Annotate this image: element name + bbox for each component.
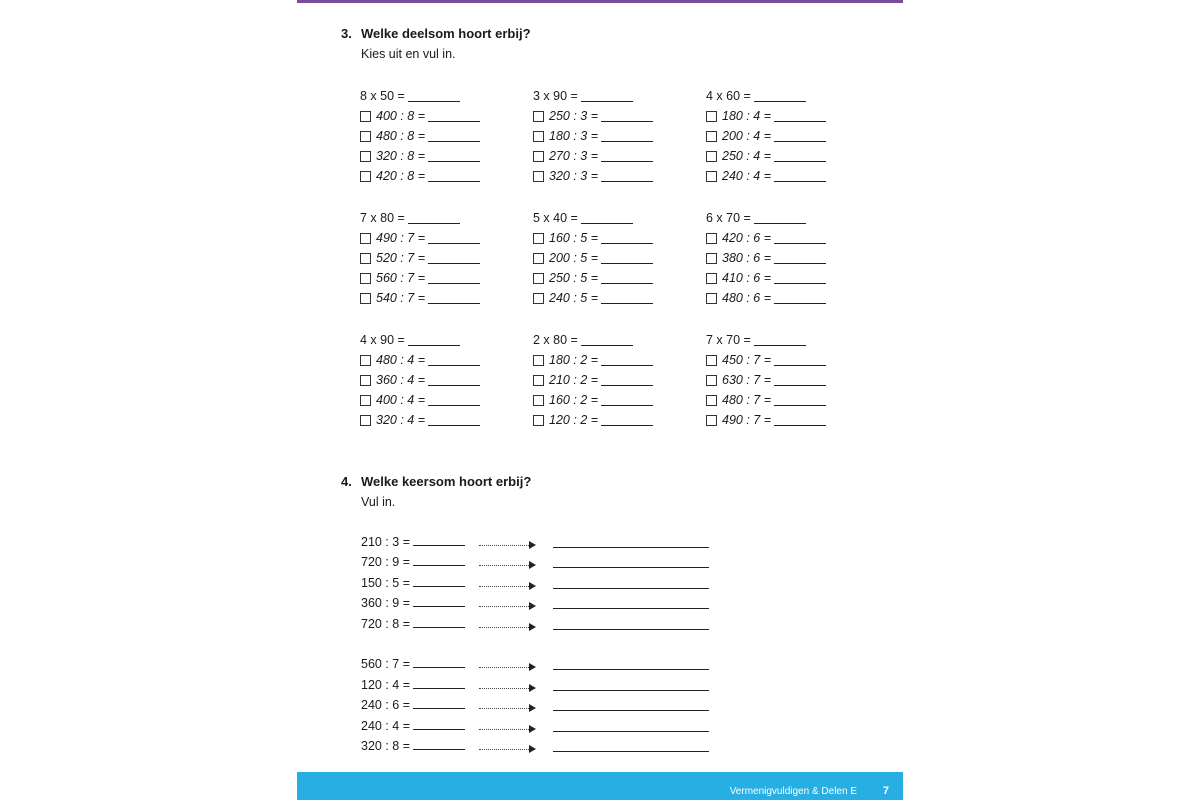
q3-option-text: 240 : 4 = [722, 169, 771, 183]
answer-blank[interactable] [601, 131, 653, 142]
option-checkbox[interactable] [706, 131, 717, 142]
q3-option [706, 228, 826, 248]
option-checkbox[interactable] [360, 171, 371, 182]
answer-blank[interactable] [408, 213, 460, 224]
option-checkbox[interactable] [706, 375, 717, 386]
q4-expression-text: 360 : 9 = [361, 596, 410, 610]
arrow-right-icon [529, 725, 536, 733]
q4-subtitle: Vul in. [361, 495, 396, 509]
q3-option [533, 390, 653, 410]
q3-option-text: 480 : 4 = [376, 353, 425, 367]
q3-option-text: 400 : 8 = [376, 109, 425, 123]
q3-question [706, 86, 826, 106]
dotted-arrow-line [479, 565, 531, 566]
q3-question [360, 330, 480, 350]
answer-blank[interactable] [774, 355, 826, 366]
answer-blank[interactable] [601, 151, 653, 162]
option-checkbox[interactable] [533, 415, 544, 426]
dotted-arrow-line [479, 627, 531, 628]
q4-row [361, 535, 721, 555]
option-checkbox[interactable] [706, 355, 717, 366]
q3-question-text: 3 x 90 = [533, 89, 578, 103]
q3-option [533, 166, 653, 186]
option-checkbox[interactable] [360, 151, 371, 162]
answer-blank[interactable] [428, 151, 480, 162]
arrow-right-icon [529, 684, 536, 692]
option-checkbox[interactable] [360, 233, 371, 244]
q4-expression [361, 739, 465, 753]
answer-blank[interactable] [601, 171, 653, 182]
q3-option-text: 160 : 5 = [549, 231, 598, 245]
option-checkbox[interactable] [360, 395, 371, 406]
answer-blank[interactable] [774, 253, 826, 264]
answer-blank[interactable] [408, 335, 460, 346]
dotted-arrow-line [479, 606, 531, 607]
q3-option [360, 126, 480, 146]
q3-option-text: 480 : 6 = [722, 291, 771, 305]
answer-blank[interactable] [774, 375, 826, 386]
q3-question [706, 208, 826, 228]
keersom-answer-line[interactable] [553, 751, 709, 752]
q3-question [706, 330, 826, 350]
q3-option-text: 250 : 5 = [549, 271, 598, 285]
top-rule [297, 0, 903, 3]
q3-option-text: 480 : 7 = [722, 393, 771, 407]
answer-blank[interactable] [581, 335, 633, 346]
answer-blank[interactable] [428, 273, 480, 284]
q4-row [361, 576, 721, 596]
answer-blank[interactable] [413, 617, 465, 628]
answer-blank[interactable] [774, 273, 826, 284]
q4-row [361, 657, 721, 677]
q3-heading [341, 26, 531, 41]
option-checkbox[interactable] [533, 375, 544, 386]
q3-option [360, 146, 480, 166]
q3-option [706, 370, 826, 390]
keersom-answer-line[interactable] [553, 690, 709, 691]
option-checkbox[interactable] [533, 395, 544, 406]
q3-question-text: 8 x 50 = [360, 89, 405, 103]
q3-problem [533, 86, 653, 186]
arrow-right-icon [529, 663, 536, 671]
answer-blank[interactable] [428, 395, 480, 406]
q3-option [533, 248, 653, 268]
q3-option-text: 320 : 3 = [549, 169, 598, 183]
q3-option-text: 520 : 7 = [376, 251, 425, 265]
answer-blank[interactable] [413, 535, 465, 546]
option-checkbox[interactable] [533, 273, 544, 284]
q3-subtitle: Kies uit en vul in. [361, 47, 456, 61]
option-checkbox[interactable] [706, 273, 717, 284]
option-checkbox[interactable] [706, 151, 717, 162]
answer-blank[interactable] [774, 395, 826, 406]
q3-option-text: 360 : 4 = [376, 373, 425, 387]
q4-row [361, 617, 721, 637]
q4-expression-text: 560 : 7 = [361, 657, 410, 671]
q3-option [533, 410, 653, 430]
q3-option-text: 120 : 2 = [549, 413, 598, 427]
answer-blank[interactable] [413, 596, 465, 607]
q3-question-text: 2 x 80 = [533, 333, 578, 347]
q4-expression-text: 720 : 8 = [361, 617, 410, 631]
q3-option-text: 320 : 4 = [376, 413, 425, 427]
dotted-arrow-line [479, 749, 531, 750]
option-checkbox[interactable] [360, 111, 371, 122]
q3-option-text: 250 : 4 = [722, 149, 771, 163]
option-checkbox[interactable] [706, 233, 717, 244]
q3-option-text: 630 : 7 = [722, 373, 771, 387]
answer-blank[interactable] [774, 131, 826, 142]
option-checkbox[interactable] [706, 395, 717, 406]
dotted-arrow-line [479, 688, 531, 689]
q4-expression-text: 150 : 5 = [361, 576, 410, 590]
answer-blank[interactable] [601, 395, 653, 406]
q4-expression [361, 698, 465, 712]
q3-number: 3. [341, 26, 352, 41]
q3-question-text: 4 x 60 = [706, 89, 751, 103]
dotted-arrow-line [479, 667, 531, 668]
q3-option [706, 146, 826, 166]
q3-option [360, 370, 480, 390]
keersom-answer-line[interactable] [553, 588, 709, 589]
answer-blank[interactable] [601, 375, 653, 386]
q4-expression-text: 720 : 9 = [361, 555, 410, 569]
q3-option [706, 410, 826, 430]
q4-expression [361, 555, 465, 569]
arrow-right-icon [529, 745, 536, 753]
dotted-arrow-line [479, 708, 531, 709]
option-checkbox[interactable] [706, 293, 717, 304]
q4-row [361, 698, 721, 718]
answer-blank[interactable] [413, 555, 465, 566]
arrow-right-icon [529, 602, 536, 610]
q3-problem [360, 208, 480, 308]
q4-expression-text: 210 : 3 = [361, 535, 410, 549]
answer-blank[interactable] [754, 335, 806, 346]
answer-blank[interactable] [601, 273, 653, 284]
answer-blank[interactable] [428, 233, 480, 244]
q3-option-text: 410 : 6 = [722, 271, 771, 285]
q3-option [533, 288, 653, 308]
option-checkbox[interactable] [360, 355, 371, 366]
answer-blank[interactable] [413, 698, 465, 709]
option-checkbox[interactable] [706, 111, 717, 122]
q4-expression [361, 576, 465, 590]
option-checkbox[interactable] [360, 415, 371, 426]
q4-expression [361, 657, 465, 671]
answer-blank[interactable] [413, 739, 465, 750]
answer-blank[interactable] [601, 111, 653, 122]
keersom-answer-line[interactable] [553, 547, 709, 548]
q3-option [706, 106, 826, 126]
q3-option [706, 126, 826, 146]
q3-option-text: 560 : 7 = [376, 271, 425, 285]
q4-heading [341, 474, 531, 489]
keersom-answer-line[interactable] [553, 669, 709, 670]
q3-option [706, 288, 826, 308]
q3-option [533, 370, 653, 390]
option-checkbox[interactable] [533, 233, 544, 244]
q3-option-text: 180 : 2 = [549, 353, 598, 367]
q3-option [360, 288, 480, 308]
answer-blank[interactable] [428, 131, 480, 142]
answer-blank[interactable] [408, 91, 460, 102]
q4-expression-text: 320 : 8 = [361, 739, 410, 753]
q3-option [706, 350, 826, 370]
q3-option-text: 240 : 5 = [549, 291, 598, 305]
answer-blank[interactable] [428, 293, 480, 304]
arrow-right-icon [529, 561, 536, 569]
answer-blank[interactable] [413, 678, 465, 689]
option-checkbox[interactable] [533, 293, 544, 304]
q3-option [360, 268, 480, 288]
answer-blank[interactable] [428, 253, 480, 264]
option-checkbox[interactable] [706, 171, 717, 182]
q3-option [360, 350, 480, 370]
option-checkbox[interactable] [360, 131, 371, 142]
q3-problem [706, 86, 826, 186]
q3-question-text: 7 x 80 = [360, 211, 405, 225]
dotted-arrow-line [479, 586, 531, 587]
q3-question-text: 4 x 90 = [360, 333, 405, 347]
q3-option-text: 200 : 4 = [722, 129, 771, 143]
q4-expression [361, 535, 465, 549]
answer-blank[interactable] [774, 233, 826, 244]
q3-option [706, 248, 826, 268]
option-checkbox[interactable] [533, 253, 544, 264]
answer-blank[interactable] [428, 111, 480, 122]
keersom-answer-line[interactable] [553, 710, 709, 711]
answer-blank[interactable] [774, 111, 826, 122]
q3-option-text: 250 : 3 = [549, 109, 598, 123]
q3-title: Welke deelsom hoort erbij? [361, 26, 531, 41]
q3-option [533, 126, 653, 146]
worksheet-page [297, 0, 903, 800]
q3-option [360, 410, 480, 430]
answer-blank[interactable] [774, 171, 826, 182]
option-checkbox[interactable] [533, 151, 544, 162]
keersom-answer-line[interactable] [553, 629, 709, 630]
answer-blank[interactable] [428, 171, 480, 182]
q3-question [533, 208, 653, 228]
keersom-answer-line[interactable] [553, 567, 709, 568]
q3-question [360, 86, 480, 106]
q4-row [361, 555, 721, 575]
answer-blank[interactable] [413, 657, 465, 668]
answer-blank[interactable] [428, 375, 480, 386]
arrow-right-icon [529, 541, 536, 549]
option-checkbox[interactable] [533, 171, 544, 182]
q3-option-text: 420 : 8 = [376, 169, 425, 183]
arrow-right-icon [529, 623, 536, 631]
q3-problem [706, 330, 826, 430]
q3-question [533, 330, 653, 350]
answer-blank[interactable] [428, 355, 480, 366]
q4-expression [361, 596, 465, 610]
option-checkbox[interactable] [360, 293, 371, 304]
answer-blank[interactable] [581, 91, 633, 102]
q3-option [360, 228, 480, 248]
dotted-arrow-line [479, 545, 531, 546]
arrow-right-icon [529, 582, 536, 590]
q3-problem [360, 330, 480, 430]
option-checkbox[interactable] [533, 111, 544, 122]
q4-number: 4. [341, 474, 352, 489]
answer-blank[interactable] [601, 415, 653, 426]
q4-row [361, 596, 721, 616]
q4-expression-text: 240 : 6 = [361, 698, 410, 712]
q4-title: Welke keersom hoort erbij? [361, 474, 532, 489]
q3-question-text: 5 x 40 = [533, 211, 578, 225]
option-checkbox[interactable] [533, 131, 544, 142]
q3-option [706, 166, 826, 186]
q3-option-text: 490 : 7 = [722, 413, 771, 427]
q3-problem [706, 208, 826, 308]
q3-option-text: 380 : 6 = [722, 251, 771, 265]
answer-blank[interactable] [413, 576, 465, 587]
page-number: 7 [882, 785, 889, 797]
q3-option-text: 320 : 8 = [376, 149, 425, 163]
arrow-right-icon [529, 704, 536, 712]
answer-blank[interactable] [754, 91, 806, 102]
option-checkbox[interactable] [706, 415, 717, 426]
q4-row [361, 739, 721, 759]
q3-option-text: 420 : 6 = [722, 231, 771, 245]
q4-expression-text: 240 : 4 = [361, 719, 410, 733]
q3-option [360, 106, 480, 126]
q3-option-text: 160 : 2 = [549, 393, 598, 407]
q3-problem [533, 330, 653, 430]
q3-option [533, 268, 653, 288]
q3-option [360, 248, 480, 268]
answer-blank[interactable] [413, 719, 465, 730]
q3-question [360, 208, 480, 228]
answer-blank[interactable] [774, 415, 826, 426]
dotted-arrow-line [479, 729, 531, 730]
q3-option [533, 228, 653, 248]
keersom-answer-line[interactable] [553, 608, 709, 609]
q3-option-text: 210 : 2 = [549, 373, 598, 387]
q4-expression [361, 678, 465, 692]
footer-band [297, 772, 903, 800]
q4-expression-text: 120 : 4 = [361, 678, 410, 692]
q3-option-text: 540 : 7 = [376, 291, 425, 305]
q3-problem [360, 86, 480, 186]
q3-option-text: 200 : 5 = [549, 251, 598, 265]
q3-question-text: 6 x 70 = [706, 211, 751, 225]
q4-row [361, 678, 721, 698]
q3-option [533, 106, 653, 126]
q4-row [361, 719, 721, 739]
q3-option-text: 270 : 3 = [549, 149, 598, 163]
q3-option [533, 146, 653, 166]
q3-option-text: 180 : 4 = [722, 109, 771, 123]
answer-blank[interactable] [601, 293, 653, 304]
q3-option [360, 390, 480, 410]
answer-blank[interactable] [601, 233, 653, 244]
option-checkbox[interactable] [533, 355, 544, 366]
answer-blank[interactable] [774, 151, 826, 162]
q3-option [360, 166, 480, 186]
answer-blank[interactable] [581, 213, 633, 224]
answer-blank[interactable] [428, 415, 480, 426]
answer-blank[interactable] [774, 293, 826, 304]
answer-blank[interactable] [601, 253, 653, 264]
option-checkbox[interactable] [360, 253, 371, 264]
option-checkbox[interactable] [360, 273, 371, 284]
option-checkbox[interactable] [706, 253, 717, 264]
q3-option-text: 480 : 8 = [376, 129, 425, 143]
q4-expression [361, 719, 465, 733]
q3-question-text: 7 x 70 = [706, 333, 751, 347]
answer-blank[interactable] [754, 213, 806, 224]
q3-option [706, 268, 826, 288]
q3-option-text: 400 : 4 = [376, 393, 425, 407]
q3-question [533, 86, 653, 106]
footer-title: Vermenigvuldigen & Delen E [729, 786, 857, 797]
q3-option-text: 180 : 3 = [549, 129, 598, 143]
q4-expression [361, 617, 465, 631]
q3-option [706, 390, 826, 410]
option-checkbox[interactable] [360, 375, 371, 386]
q3-option-text: 490 : 7 = [376, 231, 425, 245]
q3-problem [533, 208, 653, 308]
q3-option-text: 450 : 7 = [722, 353, 771, 367]
q3-option [533, 350, 653, 370]
keersom-answer-line[interactable] [553, 731, 709, 732]
answer-blank[interactable] [601, 355, 653, 366]
